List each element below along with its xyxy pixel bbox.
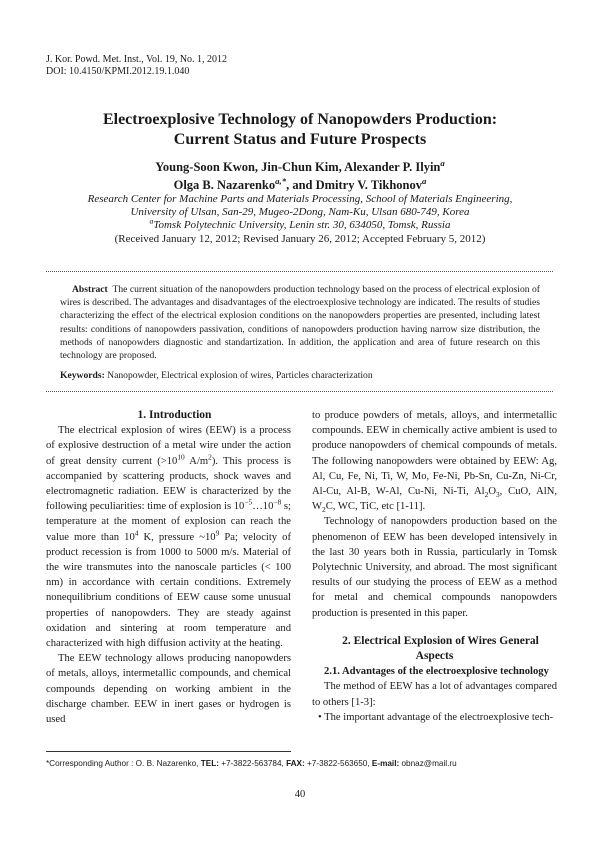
affiliation-2: University of Ulsan, San-29, Mugeo-2Dong, Nam-Ku, Ulsan 680-749, Korea xyxy=(130,206,470,218)
divider-bottom xyxy=(46,391,553,392)
keywords-label: Keywords: xyxy=(60,370,105,381)
abstract-label: Abstract xyxy=(72,284,108,295)
tel-value: +7-3822-563784, xyxy=(218,759,287,768)
superscript: −5 xyxy=(244,497,253,507)
authors-names-1: Young-Soon Kwon, Jin-Chun Kim, Alexander P. Ilyin xyxy=(155,160,441,174)
text-run: s; temperature at the moment of explosion can reach the value more than 10 xyxy=(46,501,291,543)
fax-value: +7-3822-563650, xyxy=(304,759,372,768)
affiliation-sup: a xyxy=(149,216,154,226)
superscript: 2 xyxy=(208,452,212,462)
affiliation-3-text: Tomsk Polytechnic University, Lenin str. 30, 634050, Tomsk, Russia xyxy=(153,219,451,231)
intro-paragraph-3: Technology of nanopowders production based on the phenomenon of EEW has been developed intensively in the last 30 years both in Russia, particularly in Tomsk Polytechnic University, and abroad. The most significant results of our studying the process of EEW as a method for metal and chemical compounds nanopowders production is presented in this paper. xyxy=(312,516,557,619)
page-number: 40 xyxy=(294,789,306,800)
fax-label: FAX: xyxy=(286,759,305,768)
section-2-title: 2. Electrical Explosion of Wires General Aspects xyxy=(342,634,539,663)
text-run: ). This process is accompanied by scattering products, shock waves and electromagnetic radiation. EEW is characterized by the following peculiarities: time of explosion is 10 xyxy=(46,455,291,513)
text-run: Pa; velocity of product recession is from 1000 to 5000 m/s. Material of the wire transmutes into the nanoscale particles (< 100 nm) in accordance with certain conditions. Extremely nonequilibrium conditions of EEW cause some unusual properties of nanopowders. They are steady against oxidation and sintering at room temperature and characterized with high diffusion activity at the heating. xyxy=(46,531,291,650)
section-1-title: 1. Introduction xyxy=(137,409,212,421)
footnote xyxy=(46,758,556,769)
text-run: A/m xyxy=(184,455,209,467)
author-sup: a,* xyxy=(275,175,287,186)
authors-line-2 xyxy=(40,176,560,194)
author-sup: a xyxy=(422,175,427,186)
intro-paragraph-1 xyxy=(46,423,291,651)
left-column xyxy=(46,408,291,727)
email-label: E-mail: xyxy=(371,759,400,768)
author-corresponding: Olga B. Nazarenko xyxy=(173,178,276,192)
authors-names-2: , and Dmitry V. Tikhonov xyxy=(286,178,422,192)
email-value[interactable]: obnaz@mail.ru xyxy=(399,759,457,768)
text-run: , CuO, AlN, W xyxy=(312,486,557,513)
affiliation-3 xyxy=(40,216,560,232)
subscript: 3 xyxy=(495,490,500,500)
tel-label: TEL: xyxy=(200,759,219,768)
author-sup: a xyxy=(440,157,445,168)
abstract xyxy=(60,283,540,362)
text-run: The electrical explosion of wires (EEW) is a process of explosive destruction of a metal wire under the action of great density current (>10 xyxy=(46,425,291,467)
keywords xyxy=(60,370,540,382)
text-run: to produce powders of metals, alloys, and intermetallic compounds. EEW in chemically active ambient is used to produce nanopowders of chemical compounds of metals. The following nanopowders were obtained by EEW: Ag, Al, Cu, Fe, Ni, Ti, W, Mo, Fe-Ni, Pb-Sn, Cu-Zn, Ni-Cr, Al-Cu, Al-B, W-Al, Cu-Ni, Ni-Ti, Al xyxy=(312,410,557,498)
keywords-text: Nanopowder, Electrical explosion of wires, Particles characterization xyxy=(107,370,373,381)
divider-top xyxy=(46,271,553,272)
subscript: 2 xyxy=(322,505,326,515)
superscript: −8 xyxy=(273,497,282,507)
footnote-prefix: *Corresponding Author : O. B. Nazarenko, xyxy=(46,759,201,768)
text-run: O xyxy=(488,486,496,498)
journal-citation: J. Kor. Powd. Met. Inst., Vol. 19, No. 1, 2012 xyxy=(46,54,228,65)
superscript: 9 xyxy=(215,528,220,538)
superscript: 4 xyxy=(134,528,139,538)
title-line-1: Electroexplosive Technology of Nanopowders Production: xyxy=(102,111,498,128)
subscript: 2 xyxy=(484,490,489,500)
footnote-rule xyxy=(46,751,291,752)
superscript: 10 xyxy=(177,452,185,462)
text-run: …10 xyxy=(252,501,274,513)
text-run: K, pressure ~10 xyxy=(138,531,216,543)
received-dates: (Received January 12, 2012; Revised January 26, 2012; Accepted February 5, 2012) xyxy=(114,233,486,245)
text-run: C, WC, TiC, etc [1-11]. xyxy=(325,501,426,513)
doi: DOI: 10.4150/KPMI.2012.19.1.040 xyxy=(46,66,190,77)
abstract-text: The current situation of the nanopowders production technology based on the process of electrical explosion of wires is described. The advantages and disadvantages of the electroexplosive technology are indicated. The results of studies characterizing the effect of the electrical explosion conditions on the nanopowders properties are presented, including latest results: conditions of nanopowders passivation, conditions of nanopowders production having narrow size distribution, the methods of nanopowders diagnostic and standartization. In addition, the application and area of future research on this technology are proposed. xyxy=(60,284,541,362)
right-column xyxy=(312,408,557,725)
authors-line-1 xyxy=(40,158,560,176)
authors xyxy=(40,158,560,194)
title-line-2: Current Status and Future Prospects xyxy=(173,131,427,148)
affiliations xyxy=(40,193,560,232)
subsection-2-1-title: 2.1. Advantages of the electroexplosive technology xyxy=(324,666,549,678)
journal-header xyxy=(46,54,227,78)
affiliation-1: Research Center for Machine Parts and Materials Processing, School of Materials Engineering, xyxy=(87,193,513,205)
intro-paragraph-2-cont xyxy=(312,408,557,514)
bullet-item: • The important advantage of the electroexplosive tech- xyxy=(318,711,554,723)
intro-paragraph-2: The EEW technology allows producing nanopowders of metals, alloys, intermetallic compounds, and chemical compounds depending on working ambient in the discharge chamber. EEW in inert gases or hydrogen is used xyxy=(46,653,291,726)
section-2-paragraph-1: The method of EEW has a lot of advantages compared to others [1-3]: xyxy=(312,681,557,708)
paper-title xyxy=(40,110,560,150)
